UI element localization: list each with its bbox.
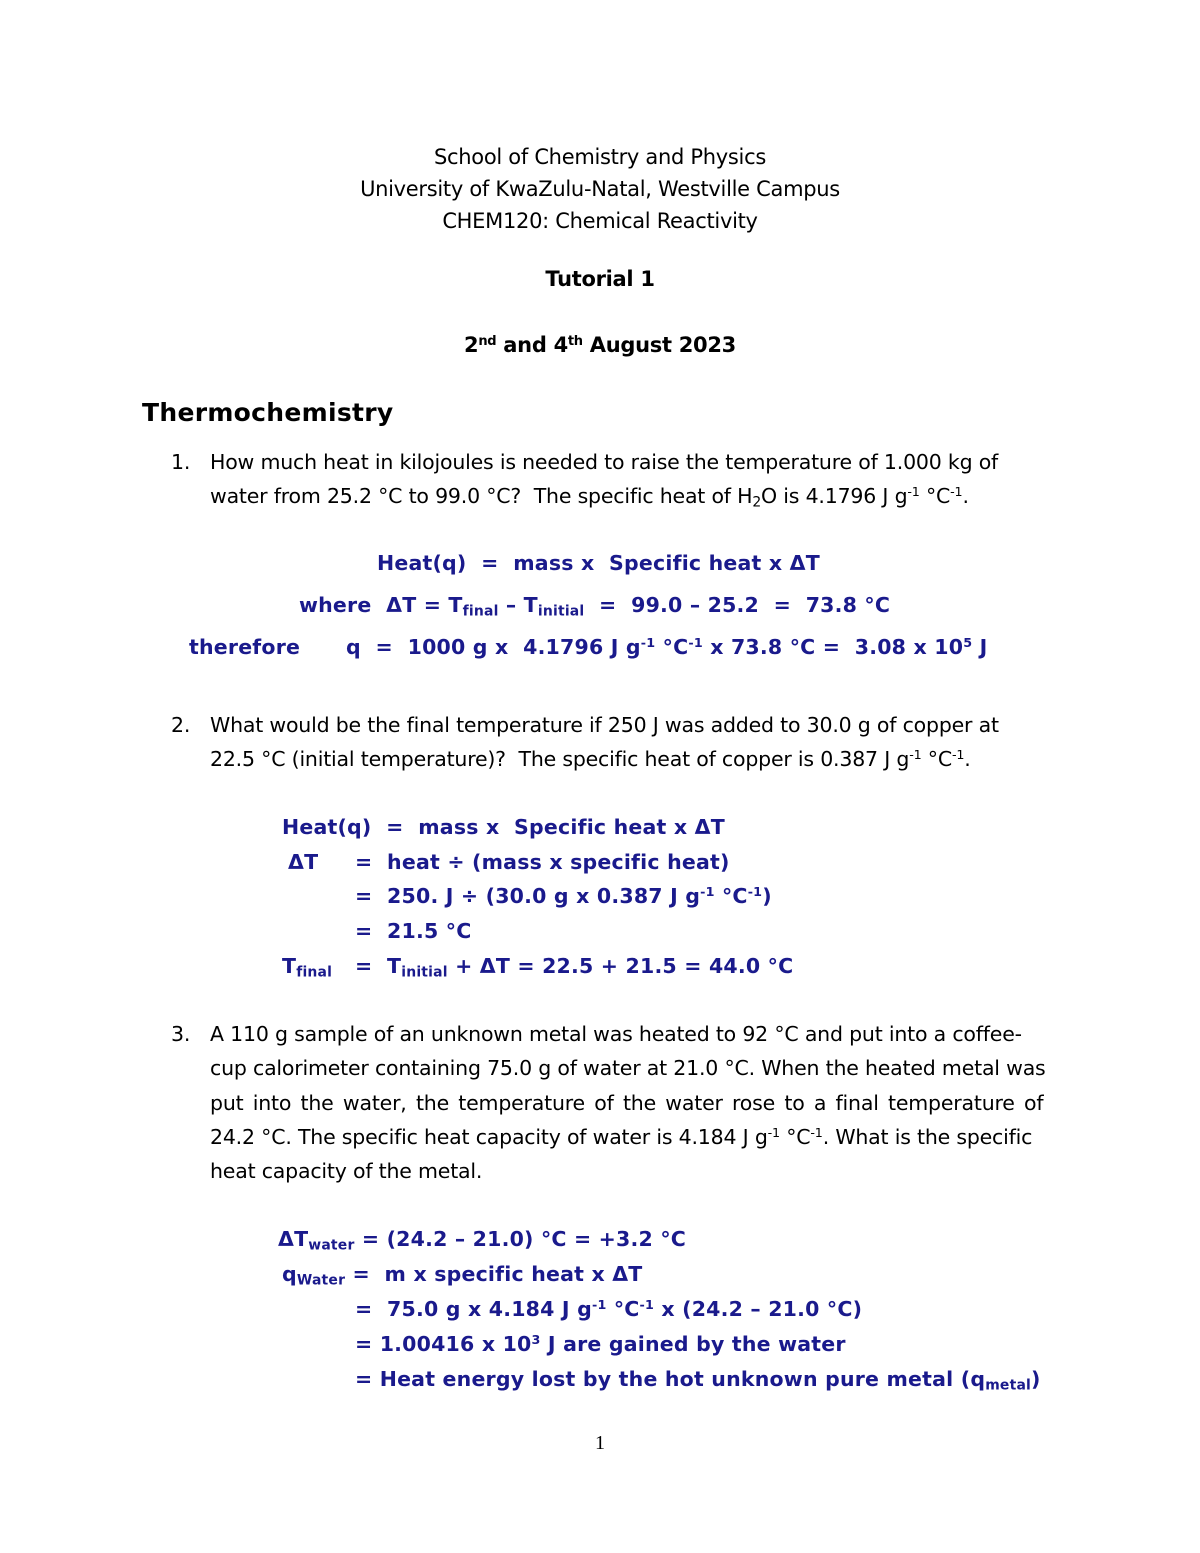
question-number: 1. <box>171 450 191 474</box>
question-text-line: heat capacity of the metal. <box>210 1159 483 1183</box>
solution-line: = 250. J ÷ (30.0 g x 0.387 J $g^{-1}$ $^\circ C^{-1}$) <box>355 884 772 908</box>
question-text-line: A 110 g sample of an unknown metal was heated to 92 °C and put into a coffee- <box>210 1022 1022 1046</box>
question-text-line: 24.2 °C. The specific heat capacity of water is 4.184 J $g^{-1}$ $^\circ C^{-1}$. What is the specific <box>210 1125 1033 1149</box>
tutorial-date: 2nd and 4th August 2023 <box>464 333 736 357</box>
question-number: 3. <box>171 1022 191 1046</box>
solution-line: $q_{Water} = m$ x specific heat x ΔT <box>282 1262 643 1289</box>
solution-line: = Heat energy lost by the hot unknown pure metal $(q_{metal})$ <box>355 1367 1041 1394</box>
question-text-line: water from 25.2 °C to 99.0 °C? The specific heat of $H_2O$ is 4.1796 J $g^{-1}$ $^\circ C^{-1}$. <box>210 484 969 511</box>
question-text-line: What would be the final temperature if 250 J was added to 30.0 g of copper at <box>210 713 999 737</box>
course-title: CHEM120: Chemical Reactivity <box>442 209 758 233</box>
solution-line: = 1.00416 x $10^3$ J are gained by the water <box>355 1332 846 1356</box>
solution-line: q = 1000 g x 4.1796 J $g^{-1}$ $^\circ C^{-1}$ x 73.8 °C = 3.08 x $10^5$ J <box>346 635 988 659</box>
solution-line: where $\Delta T = T_{final} - T_{initial} = 99.0 - 25.2 = 73.8$ °C <box>299 593 891 620</box>
solution-line: Heat(q) = mass x Specific heat x ΔT <box>282 815 725 839</box>
solution-line: ΔT <box>288 850 319 874</box>
solution-line: = 21.5 °C <box>355 919 472 943</box>
question-text-line: cup calorimeter containing 75.0 g of water at 21.0 °C. When the heated metal was <box>210 1056 1046 1080</box>
solution-line: = $T_{initial} + \Delta T = 22.5 + 21.5 = 44.0$ °C <box>355 954 794 981</box>
solution-line: Heat(q) = mass x Specific heat x ΔT <box>377 551 820 575</box>
question-text-line: 22.5 °C (initial temperature)? The specific heat of copper is 0.387 J $g^{-1}$ $^\circ C^{-1}$. <box>210 747 971 771</box>
solution-line: = 75.0 g x 4.184 J $g^{-1}$ $^\circ C^{-1}$ x (24.2 – 21.0 °C) <box>355 1297 863 1321</box>
section-title: Thermochemistry <box>142 398 394 427</box>
solution-line: = heat ÷ (mass x specific heat) <box>355 850 730 874</box>
school-name: School of Chemistry and Physics <box>434 145 766 169</box>
page-number: 1 <box>595 1432 605 1454</box>
question-text-line: How much heat in kilojoules is needed to raise the temperature of 1.000 kg of <box>210 450 999 474</box>
tutorial-title: Tutorial 1 <box>545 267 655 291</box>
solution-line: therefore <box>189 635 301 659</box>
university-name: University of KwaZulu-Natal, Westville Campus <box>360 177 840 201</box>
question-text-line: put into the water, the temperature of the water rose to a final temperature of <box>210 1091 1044 1115</box>
question-number: 2. <box>171 713 191 737</box>
solution-line: $T_{final}$ <box>282 954 333 981</box>
solution-line: $\Delta T_{water} = (24.2 - 21.0) ^\circ C = +3.2$ °C <box>278 1227 687 1254</box>
